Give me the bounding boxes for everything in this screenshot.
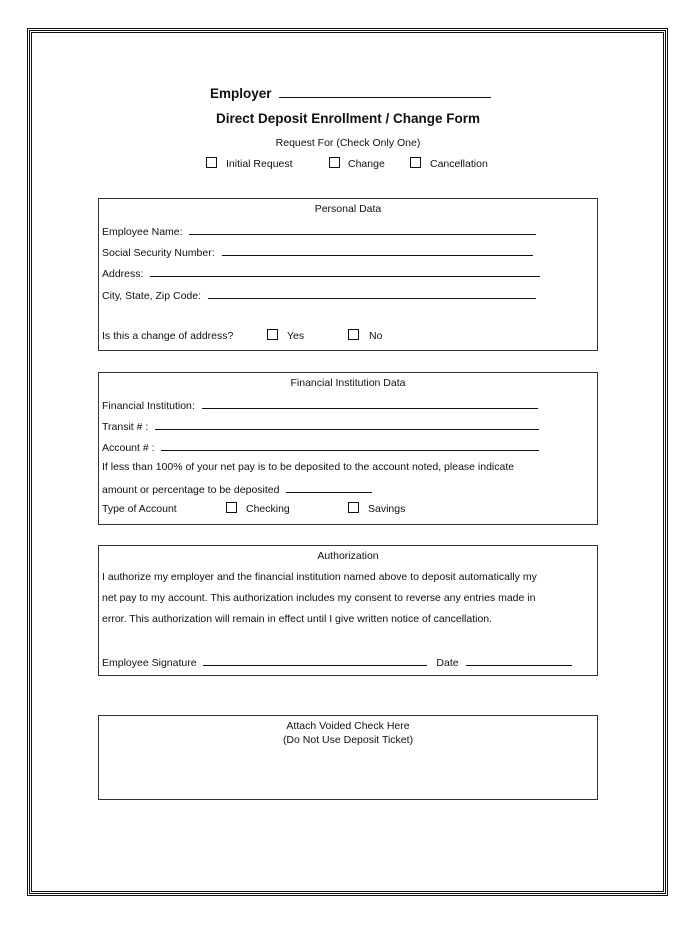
personal-data-section	[98, 198, 598, 351]
ssn-field[interactable]	[222, 245, 533, 256]
type-of-account-label: Type of Account	[102, 503, 177, 515]
partial-deposit-text: If less than 100% of your net pay is to be deposited to the account noted, please indicate	[102, 461, 515, 473]
financial-data-section	[98, 372, 598, 525]
employer-row	[210, 86, 491, 101]
account-label: Account # :	[102, 442, 155, 454]
change-label: Change	[348, 158, 385, 170]
checking-checkbox[interactable]	[226, 502, 237, 513]
signature-field[interactable]	[203, 655, 427, 666]
account-field[interactable]	[161, 440, 539, 451]
authorization-section	[98, 545, 598, 676]
employee-name-field[interactable]	[189, 224, 536, 235]
city-state-zip-field[interactable]	[208, 288, 536, 299]
initial-request-label: Initial Request	[226, 158, 293, 170]
employee-name-label: Employee Name:	[102, 226, 183, 238]
account-row	[102, 440, 539, 454]
personal-data-heading: Personal Data	[314, 203, 382, 215]
savings-label: Savings	[368, 503, 406, 515]
savings-checkbox[interactable]	[348, 502, 359, 513]
authorization-heading: Authorization	[317, 550, 379, 562]
partial-amount-label: amount or percentage to be deposited	[102, 484, 280, 496]
date-label: Date	[436, 657, 459, 669]
city-state-zip-row	[102, 288, 536, 302]
change-checkbox[interactable]	[329, 157, 340, 168]
voided-check-line-1: Attach Voided Check Here	[286, 720, 410, 732]
employer-field[interactable]	[279, 87, 491, 98]
voided-check-line-2: (Do Not Use Deposit Ticket)	[282, 734, 414, 746]
institution-row	[102, 398, 538, 412]
transit-field[interactable]	[155, 419, 539, 430]
employer-label: Employer	[210, 86, 272, 101]
transit-row	[102, 419, 539, 433]
ssn-label: Social Security Number:	[102, 247, 215, 259]
signature-row	[102, 655, 572, 669]
cancellation-label: Cancellation	[430, 158, 488, 170]
address-label: Address:	[102, 268, 144, 280]
no-label: No	[369, 330, 383, 342]
partial-amount-field[interactable]	[286, 482, 372, 493]
address-row	[102, 266, 540, 280]
request-for-label: Request For (Check Only One)	[275, 137, 421, 149]
change-of-address-label: Is this a change of address?	[102, 330, 234, 342]
transit-label: Transit # :	[102, 421, 149, 433]
form-title: Direct Deposit Enrollment / Change Form	[215, 111, 481, 126]
authorization-text-line-2: net pay to my account. This authorization includes my consent to reverse any entries made in	[102, 592, 536, 604]
authorization-text-line-1: I authorize my employer and the financial institution named above to deposit automatically my	[102, 571, 537, 583]
authorization-text-line-3: error. This authorization will remain in effect until I give written notice of cancellation.	[102, 613, 493, 625]
institution-label: Financial Institution:	[102, 400, 195, 412]
initial-request-checkbox[interactable]	[206, 157, 217, 168]
institution-field[interactable]	[202, 398, 538, 409]
voided-check-area	[98, 715, 598, 800]
address-change-yes-checkbox[interactable]	[267, 329, 278, 340]
ssn-row	[102, 245, 533, 259]
financial-data-heading: Financial Institution Data	[290, 377, 406, 389]
address-field[interactable]	[150, 266, 540, 277]
employee-name-row	[102, 224, 536, 238]
yes-label: Yes	[287, 330, 305, 342]
date-field[interactable]	[466, 655, 572, 666]
address-change-no-checkbox[interactable]	[348, 329, 359, 340]
partial-amount-row	[102, 482, 372, 496]
signature-label: Employee Signature	[102, 657, 197, 669]
city-state-zip-label: City, State, Zip Code:	[102, 290, 202, 302]
cancellation-checkbox[interactable]	[410, 157, 421, 168]
checking-label: Checking	[246, 503, 290, 515]
